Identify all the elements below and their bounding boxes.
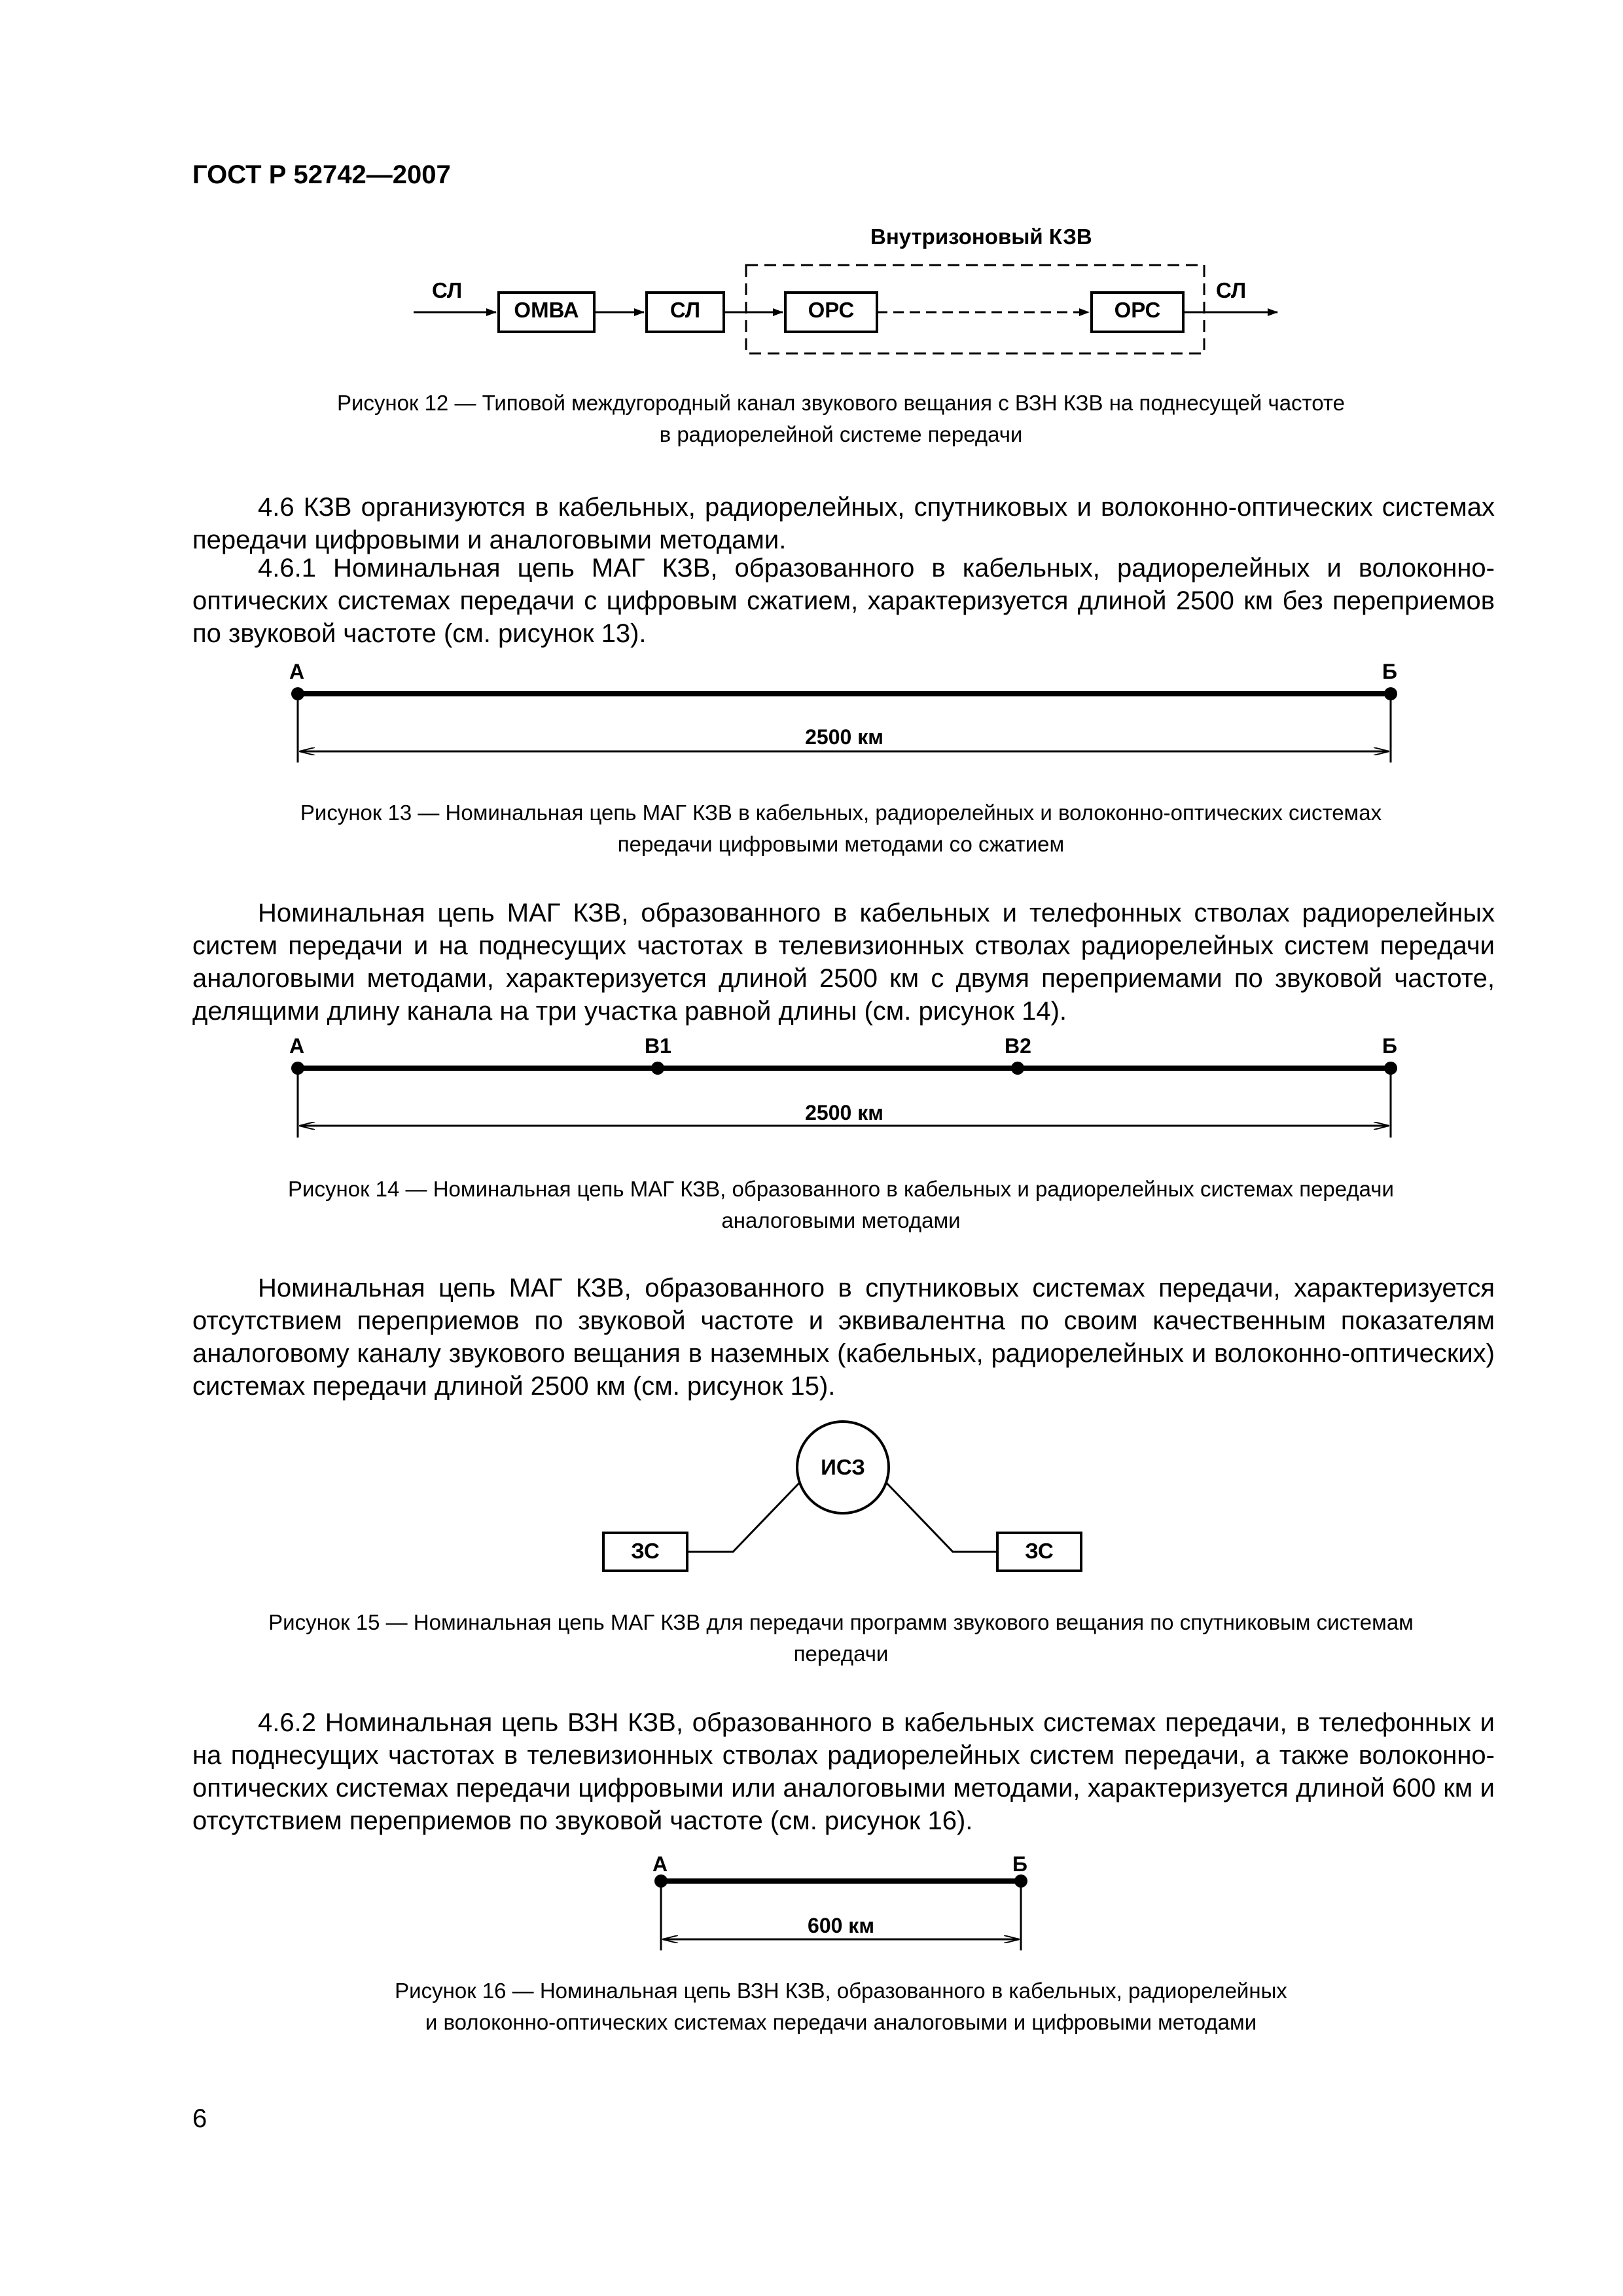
label-a: А bbox=[652, 1852, 668, 1876]
satellite-label: ИСЗ bbox=[821, 1455, 865, 1479]
left-link bbox=[687, 1482, 800, 1552]
left-station-label: ЗС bbox=[631, 1539, 660, 1563]
figure-14-caption-2: аналоговыми методами bbox=[721, 1208, 961, 1232]
block-omva-label: ОМВА bbox=[514, 298, 579, 322]
block-ors-1-label: ОРС bbox=[808, 298, 855, 322]
figure-13-diagram bbox=[0, 655, 1623, 785]
length-label: 600 км bbox=[808, 1914, 874, 1937]
zone-label: Внутризоновый КЗВ bbox=[870, 224, 1092, 249]
figure-15-diagram bbox=[0, 1420, 1623, 1584]
figure-12-caption-2: в радиорелейной системе передачи bbox=[659, 422, 1023, 446]
document-header: ГОСТ Р 52742—2007 bbox=[192, 160, 451, 189]
label-a: А bbox=[289, 1034, 305, 1058]
figure-16-caption-2: и волоконно-оптических системах передачи аналоговыми и цифровыми методами bbox=[425, 2010, 1257, 2034]
paragraph-4-6: 4.6 КЗВ организуются в кабельных, радиорелейных, спутниковых и волоконно-оптических системах передачи цифровыми и аналоговыми методами. bbox=[192, 493, 1495, 554]
figure-13-caption-2: передачи цифровыми методами со сжатием bbox=[617, 832, 1065, 856]
figure-13-caption-1: Рисунок 13 — Номинальная цепь МАГ КЗВ в кабельных, радиорелейных и волоконно-оптических системах bbox=[300, 800, 1382, 825]
point-v1 bbox=[651, 1062, 664, 1075]
paragraph-analog: Номинальная цепь МАГ КЗВ, образованного в кабельных и телефонных стволах радиорелейных систем передачи и на поднесущих частотах в телевизионных стволах радиорелейных систем передачи аналоговыми методами, характеризуется длиной 2500 км с двумя переприемами по звуковой частоте, делящими длину канала на три участка равной длины (см. рисунок 14). bbox=[192, 899, 1495, 1026]
label-v2: В2 bbox=[1005, 1034, 1031, 1058]
figure-15-caption-1: Рисунок 15 — Номинальная цепь МАГ КЗВ для передачи программ звукового вещания по спутниковым системам bbox=[268, 1610, 1414, 1634]
figure-15-caption-2: передачи bbox=[793, 1641, 889, 1666]
figure-14-caption-1: Рисунок 14 — Номинальная цепь МАГ КЗВ, образованного в кабельных и радиорелейных системах передачи bbox=[288, 1177, 1394, 1201]
figure-16-caption-1: Рисунок 16 — Номинальная цепь ВЗН КЗВ, образованного в кабельных, радиорелейных bbox=[395, 1979, 1287, 2003]
label-b: Б bbox=[1382, 660, 1397, 683]
point-v2 bbox=[1011, 1062, 1024, 1075]
page-number: 6 bbox=[192, 2104, 207, 2133]
right-station-label: ЗС bbox=[1025, 1539, 1054, 1563]
length-label: 2500 км bbox=[805, 1101, 883, 1124]
right-link bbox=[886, 1482, 997, 1552]
paragraph-4-6-2: 4.6.2 Номинальная цепь ВЗН КЗВ, образованного в кабельных системах передачи, в телефонных и на поднесущих частотах в телевизионных стволах радиорелейных систем передачи, а также волоконно-оптических системах передачи цифровыми или аналоговыми методами, характеризуется длиной 600 км и отсутствием переприемов по звуковой частоте (см. рисунок 16). bbox=[192, 1708, 1495, 1835]
label-b: Б bbox=[1012, 1852, 1027, 1876]
figure-12-caption-1: Рисунок 12 — Типовой междугородный канал звукового вещания с ВЗН КЗВ на поднесущей частоте bbox=[336, 391, 1346, 415]
paragraph-4-6-1: 4.6.1 Номинальная цепь МАГ КЗВ, образованного в кабельных, радиорелейных и волоконно-оптических системах передачи с цифровым сжатием, характеризуется длиной 2500 км без переприемов по звуковой частоте (см. рисунок 13). bbox=[192, 554, 1495, 648]
paragraph-satellite: Номинальная цепь МАГ КЗВ, образованного в спутниковых системах передачи, характеризуется отсутствием переприемов по звуковой частоте и эквивалентна по своим качественным показателям аналоговому каналу звукового вещания в наземных (кабельных, радиорелейных и волоконно-оптических) системах передачи длиной 2500 км (см. рисунок 15). bbox=[192, 1274, 1495, 1401]
output-label: СЛ bbox=[1216, 278, 1247, 302]
block-sl-label: СЛ bbox=[669, 298, 701, 322]
input-label: СЛ bbox=[432, 278, 463, 302]
block-ors-2-label: ОРС bbox=[1114, 298, 1161, 322]
label-a: А bbox=[289, 660, 305, 683]
label-b: Б bbox=[1382, 1034, 1397, 1058]
figure-14-diagram bbox=[0, 1034, 1623, 1165]
length-label: 2500 км bbox=[805, 725, 883, 749]
label-v1: В1 bbox=[645, 1034, 671, 1058]
figure-12-diagram bbox=[0, 0, 1623, 393]
